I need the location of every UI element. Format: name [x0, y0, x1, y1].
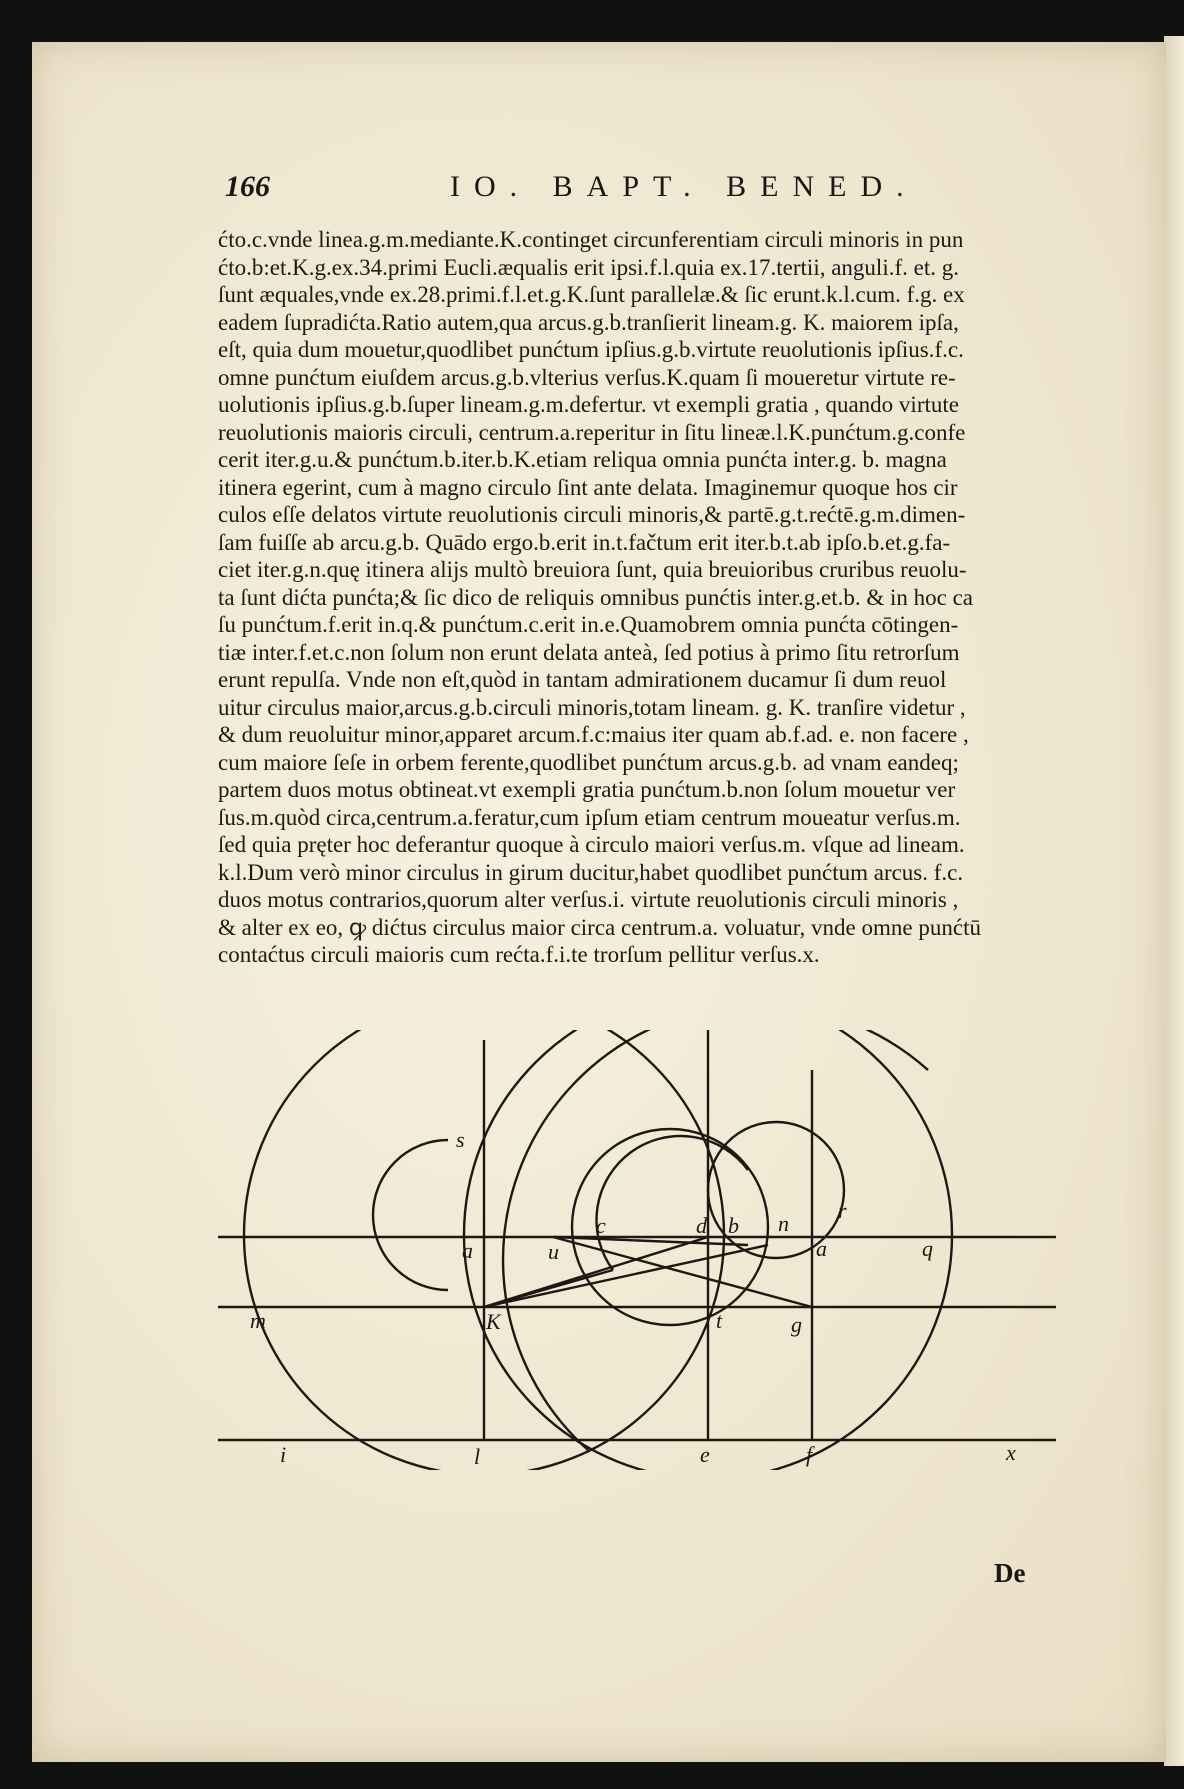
label-q: q [922, 1236, 933, 1261]
text-line: ſus.m.quòd circa,centrum.a.feratur,cum ipſum etiam centrum moueatur verſus.m. [218, 804, 961, 830]
text-line: ſunt æquales,vnde ex.28.primi.f.l.et.g.K.ſunt parallelæ.& ſic erunt.k.l.cum. f.g. ex [218, 282, 965, 307]
text-line: k.l.Dum verò minor circulus in girum ducitur,habet quodlibet punćtum arcus. f.c. [218, 859, 964, 885]
text-line: duos motus contrarios,quorum alter verſus.i. virtute reuolutionis circuli minoris , [218, 887, 959, 912]
label-n: n [778, 1211, 789, 1236]
label-a-right: a [816, 1236, 827, 1261]
facing-page-edge [1164, 36, 1184, 1766]
text-line: tiæ inter.f.et.c.non ſolum non erunt delata anteà, ſed potius à primo ſitu retrorſum [218, 639, 960, 665]
label-i: i [280, 1442, 287, 1467]
chord [553, 1237, 812, 1307]
label-d: d [696, 1213, 707, 1238]
text-line: ta ſunt dićta punćta;& ſic dico de reliquis omnibus punćtis inter.g.et.b. & in hoc ca [218, 584, 974, 610]
text-line: eſt, quia dum mouetur,quodlibet punćtum ipſius.g.b.virtute reuolutionis ipſius.f.c. [218, 337, 964, 362]
text-line: ſu punćtum.f.erit in.q.& punćtum.c.erit in.e.Quamobrem omnia punćta cōtingen- [218, 612, 959, 637]
text-line: erunt repulſa. Vnde non eſt,quòd in tantam admirationem ducamur ſi dum reuol [218, 667, 947, 692]
text-line: reuolutionis maioris circuli, centrum.a.reperitur in ſitu lineæ.l.K.punćtum.g.confe [218, 419, 966, 445]
label-l: l [474, 1444, 481, 1469]
label-u: u [548, 1239, 559, 1264]
label-r: r [838, 1198, 847, 1223]
label-e: e [700, 1442, 710, 1467]
label-s: s [456, 1127, 465, 1152]
body-text [218, 226, 1068, 969]
text-line: itinera egerint, cum à magno circulo ſint ante delata. Imaginemur quoque hos cir [218, 474, 958, 500]
text-line: & alter ex eo, ꝙ dićtus circulus maior circa centrum.a. voluatur, vnde omne punćtū [218, 914, 981, 940]
label-f: f [806, 1442, 813, 1467]
label-b: b [728, 1213, 739, 1238]
label-t: t [716, 1308, 723, 1333]
catchword: De [994, 1558, 1026, 1588]
arc-small-inner [597, 1136, 748, 1270]
text-line: culos eſſe delatos virtute reuolutionis circuli minoris,& partē.g.t.rećtē.g.m.dimen- [218, 502, 966, 527]
text-line: ćto.b:et.K.g.ex.34.primi Eucli.æqualis erit ipsi.f.l.quia ex.17.tertii, anguli.f. et. g. [218, 254, 959, 280]
text-line: cerit iter.g.u.& punćtum.b.iter.b.K.etiam reliqua omnia punćta inter.g. b. magna [218, 447, 947, 472]
label-a-left: a [462, 1238, 473, 1263]
label-x: x [1006, 1440, 1016, 1465]
text-line: ciet iter.g.n.quę itinera alijs multò breuiora ſunt, quia breuioribus cruribus reuolu- [218, 557, 967, 582]
text-line: ćto.c.vnde linea.g.m.mediante.K.continget circunferentiam circuli minoris in pun [218, 227, 964, 252]
text-line: uolutionis ipſius.g.b.ſuper lineam.g.m.defertur. vt exempli gratia , quando virtute [218, 392, 959, 417]
text-line: cum maiore ſeſe in orbem ferente,quodlibet punćtum arcus.g.b. ad vnam eandeq; [218, 749, 959, 775]
text-line: ſam fuiſſe ab arcu.g.b. Quādo ergo.b.erit in.t.fačtum erit iter.b.t.ab ipſo.b.et.g.fa- [218, 529, 951, 555]
text-line: & dum reuoluitur minor,apparet arcum.f.c:maius iter quam ab.f.ad. e. non facere , [218, 722, 969, 747]
label-g: g [791, 1312, 802, 1337]
label-c: c [596, 1213, 606, 1238]
label-K: K [486, 1309, 501, 1334]
text-line: uitur circulus maior,arcus.g.b.circuli minoris,totam lineam. g. K. tranſire videtur , [218, 694, 966, 720]
chord [484, 1245, 768, 1307]
text-line: contaćtus circuli maioris cum rećta.f.i.te trorſum pellitur verſus.x. [218, 942, 820, 967]
text-line: omne punćtum eiuſdem arcus.g.b.vlterius verſus.K.quam ſi moueretur virtute re- [218, 364, 956, 390]
arc-small-left [373, 1140, 448, 1290]
text-line: ſed quia pręter hoc deferantur quoque à circulo maiori verſus.m. vſque ad lineam. [218, 832, 965, 857]
geometric-figure [208, 1030, 1068, 1470]
running-title: IO. BAPT. BENED. [450, 170, 918, 203]
text-line: partem duos motus obtineat.vt exempli gratia punćtum.b.non ſolum mouetur ver [218, 777, 956, 802]
text-line: eadem ſupradićta.Ratio autem,qua arcus.g.b.tranſierit lineam.g. K. maiorem ipſa, [218, 309, 959, 335]
page-number: 166 [225, 170, 270, 203]
label-m: m [250, 1308, 266, 1333]
running-head [225, 170, 1055, 210]
